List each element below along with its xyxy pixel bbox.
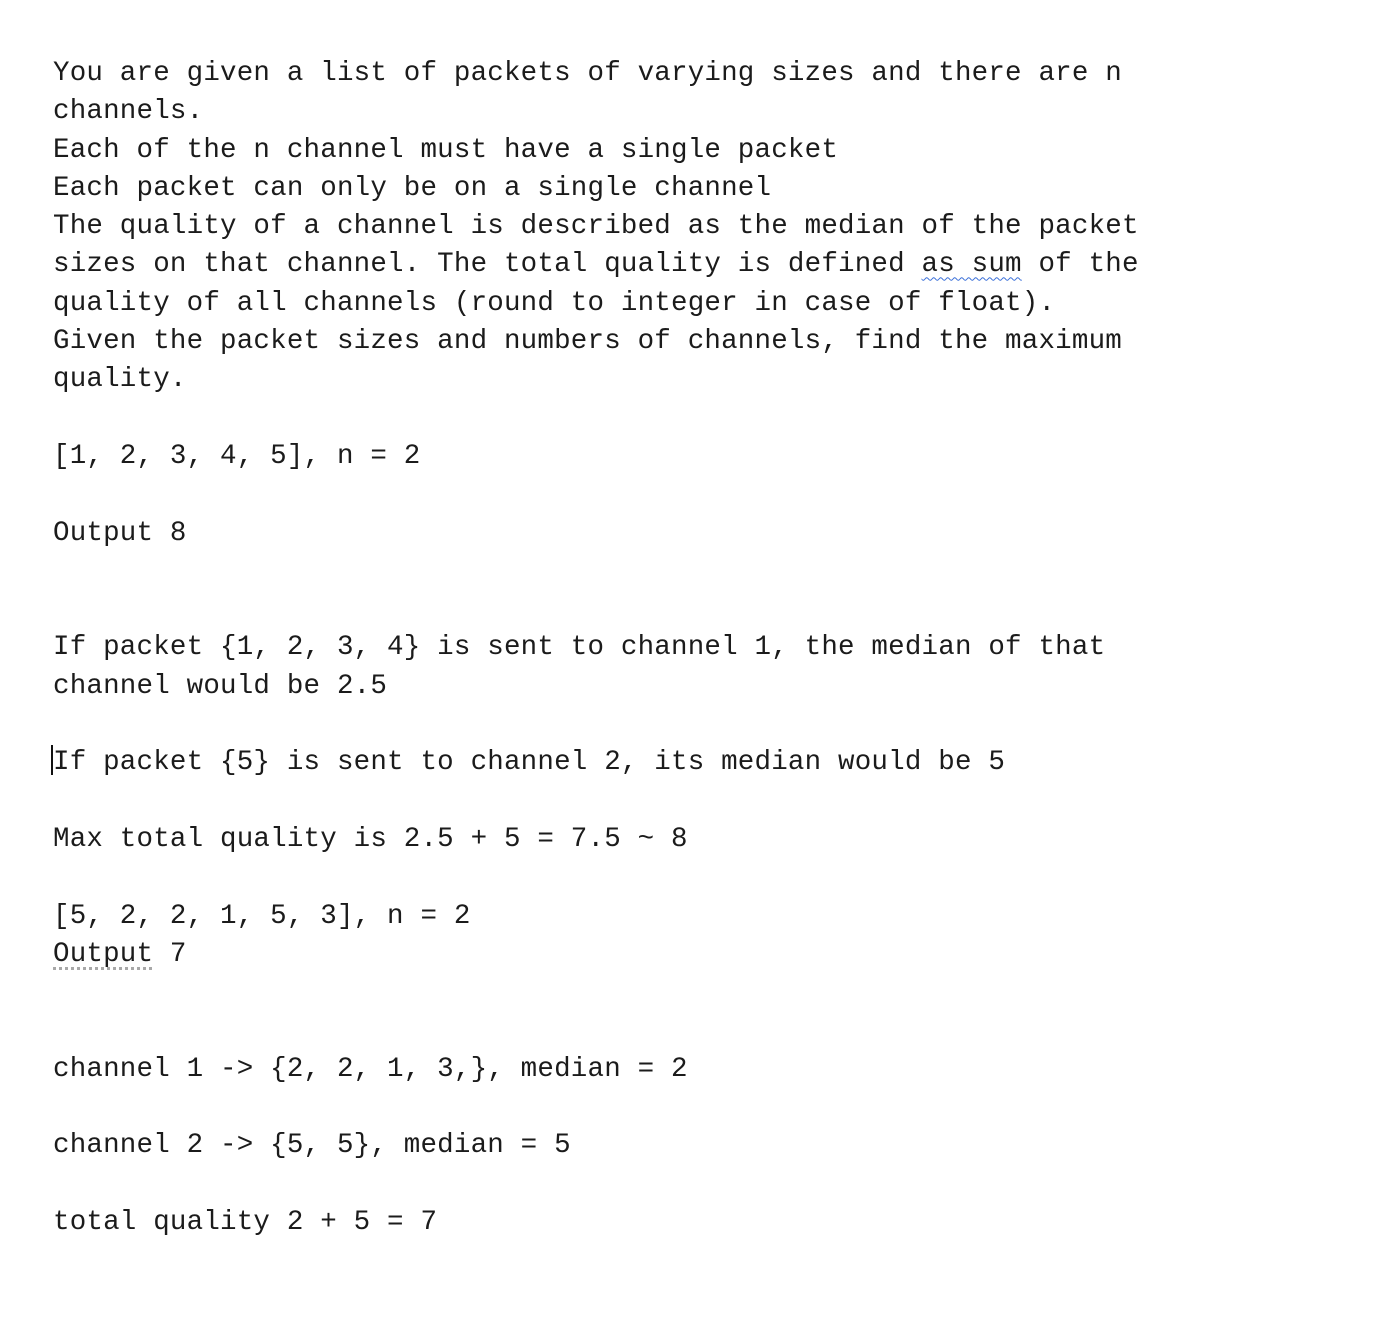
example2-output-value: 7: [153, 938, 187, 970]
document-body[interactable]: [53, 55, 1253, 1242]
example1-explanation: [53, 744, 1253, 782]
problem-line: quality.: [53, 364, 187, 396]
grammar-suggestion-underline[interactable]: Output: [53, 938, 154, 970]
example2-channel2: channel 2 -> {5, 5}, median = 5: [53, 1130, 571, 1162]
problem-line: Each packet can only be on a single channel: [53, 172, 772, 204]
example1-explanation: If packet {1, 2, 3, 4} is sent to channel 1, the median of that: [53, 632, 1106, 664]
example2-total: total quality 2 + 5 = 7: [53, 1206, 438, 1238]
problem-line: [53, 246, 1253, 284]
spelling-suggestion-underline[interactable]: as sum: [921, 249, 1022, 281]
problem-line: channels.: [53, 96, 204, 128]
example1-explanation: channel would be 2.5: [53, 670, 388, 702]
example2-output: [53, 936, 1253, 974]
example1-output: Output 8: [53, 517, 187, 549]
explanation-text: If packet {5} is sent to channel 2, its median would be 5: [53, 747, 1006, 779]
example2-input: [5, 2, 2, 1, 5, 3], n = 2: [53, 900, 471, 932]
example2-channel1: channel 1 -> {2, 2, 1, 3,}, median = 2: [53, 1053, 688, 1085]
example1-summary: Max total quality is 2.5 + 5 = 7.5 ~ 8: [53, 823, 688, 855]
problem-line: Each of the n channel must have a single packet: [53, 134, 839, 166]
problem-text-segment: sizes on that channel. The total quality is defined: [53, 249, 922, 281]
problem-text-segment: of the: [1021, 249, 1139, 281]
problem-line: The quality of a channel is described as the median of the packet: [53, 211, 1139, 243]
example1-input: [1, 2, 3, 4, 5], n = 2: [53, 440, 421, 472]
problem-line: You are given a list of packets of varying sizes and there are n: [53, 58, 1122, 89]
problem-line: quality of all channels (round to integer in case of float).: [53, 287, 1056, 319]
problem-line: Given the packet sizes and numbers of channels, find the maximum: [53, 326, 1122, 358]
